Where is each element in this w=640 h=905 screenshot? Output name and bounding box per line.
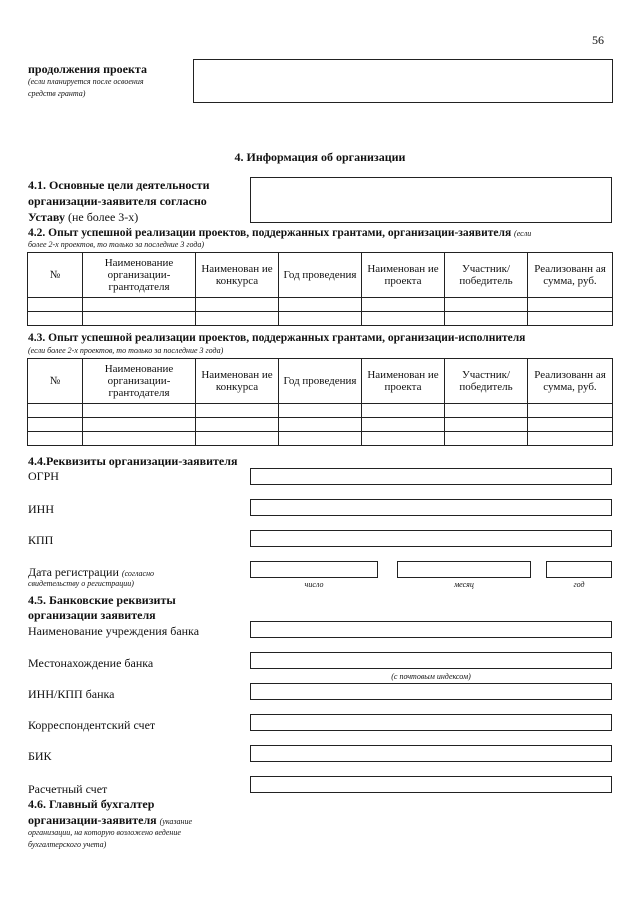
table-cell[interactable]	[196, 418, 279, 432]
s41-limit: (не более 3-х)	[64, 210, 139, 224]
col-header-number: №	[28, 253, 83, 298]
s43-title: 4.3. Опыт успешной реализации проектов, поддержанных грантами, организации-исполнителя	[28, 332, 526, 344]
table-cell[interactable]	[83, 432, 196, 446]
continuation-label: продолжения проекта	[28, 62, 147, 76]
s41-line3	[28, 210, 138, 224]
table-cell[interactable]	[28, 298, 83, 312]
reg-month-input[interactable]	[397, 561, 531, 578]
col-header-amount: Реализованн ая сумма, руб.	[528, 253, 613, 298]
table-cell[interactable]	[196, 404, 279, 418]
table-cell[interactable]	[528, 312, 613, 326]
col-header-grantor: Наименование организации-грантодателя	[83, 359, 196, 404]
executor-grants-table	[27, 358, 613, 446]
bank-inn-kpp-input[interactable]	[250, 683, 612, 700]
reg-year-input[interactable]	[546, 561, 612, 578]
table-cell[interactable]	[362, 312, 445, 326]
bank-location-label: Местонахождение банка	[28, 656, 154, 670]
table-cell[interactable]	[528, 432, 613, 446]
s42-hint-b: более 2-х проектов, то только за последние 3 года)	[28, 240, 205, 249]
table-row	[28, 312, 613, 326]
table-cell[interactable]	[445, 312, 528, 326]
reg-year-caption: год	[573, 580, 585, 589]
table-cell[interactable]	[196, 298, 279, 312]
col-header-contest: Наименован ие конкурса	[196, 359, 279, 404]
table-cell[interactable]	[279, 404, 362, 418]
s46-title-2: организации-заявителя	[28, 813, 157, 827]
settlement-account-input[interactable]	[250, 776, 612, 793]
s41-charter: Уставу	[28, 210, 65, 224]
ogrn-input[interactable]	[250, 468, 612, 485]
bank-inn-kpp-label: ИНН/КПП банка	[28, 687, 115, 701]
table-cell[interactable]	[83, 418, 196, 432]
table-cell[interactable]	[28, 404, 83, 418]
table-cell[interactable]	[279, 432, 362, 446]
bank-name-input[interactable]	[250, 621, 612, 638]
table-row	[28, 298, 613, 312]
s46-hint-a: (указание	[159, 817, 193, 826]
col-header-project: Наименован ие проекта	[362, 359, 445, 404]
s46-title-line	[28, 813, 192, 827]
table-cell[interactable]	[279, 418, 362, 432]
table-cell[interactable]	[83, 404, 196, 418]
s45-title-2: организации заявителя	[28, 608, 156, 622]
s42-title	[28, 226, 531, 240]
reg-day-input[interactable]	[250, 561, 378, 578]
page-number: 56	[592, 33, 604, 47]
bik-label: БИК	[28, 749, 52, 763]
col-header-contest: Наименован ие конкурса	[196, 253, 279, 298]
goals-input[interactable]	[250, 177, 612, 223]
table-cell[interactable]	[279, 312, 362, 326]
reg-month-caption: месяц	[454, 580, 474, 589]
s42-title-text: 4.2. Опыт успешной реализации проектов, поддержанных грантами, организации-заявителя	[28, 227, 512, 239]
table-cell[interactable]	[28, 432, 83, 446]
table-cell[interactable]	[362, 404, 445, 418]
s44-title: 4.4.Реквизиты организации-заявителя	[28, 454, 238, 468]
table-row	[28, 418, 613, 432]
reg-date-hint-2: свидетельству о регистрации)	[28, 579, 134, 588]
table-cell[interactable]	[196, 312, 279, 326]
col-header-number: №	[28, 359, 83, 404]
s46-title-1: 4.6. Главный бухгалтер	[28, 797, 155, 811]
kpp-input[interactable]	[250, 530, 612, 547]
table-cell[interactable]	[83, 298, 196, 312]
continuation-hint-2: средств гранта)	[28, 89, 86, 98]
table-cell[interactable]	[196, 432, 279, 446]
col-header-role: Участник/ победитель	[445, 253, 528, 298]
continuation-input[interactable]	[193, 59, 613, 103]
col-header-grantor: Наименование организации-грантодателя	[83, 253, 196, 298]
table-cell[interactable]	[445, 298, 528, 312]
corr-account-label: Корреспондентский счет	[28, 718, 156, 732]
table-cell[interactable]	[445, 404, 528, 418]
table-cell[interactable]	[362, 418, 445, 432]
table-cell[interactable]	[83, 312, 196, 326]
kpp-label: КПП	[28, 533, 54, 547]
table-row	[28, 404, 613, 418]
inn-input[interactable]	[250, 499, 612, 516]
inn-label: ИНН	[28, 502, 54, 516]
table-cell[interactable]	[28, 418, 83, 432]
s46-hint-c: бухгалтерского учета)	[28, 840, 107, 849]
table-row	[28, 432, 613, 446]
bank-location-input[interactable]	[250, 652, 612, 669]
settlement-account-label: Расчетный счет	[28, 782, 108, 796]
s42-hint-a: (если	[514, 229, 532, 238]
table-cell[interactable]	[362, 432, 445, 446]
reg-date-text: Дата регистрации	[28, 565, 119, 579]
reg-day-caption: число	[304, 580, 324, 589]
reg-date-hint-1: (согласно	[121, 569, 155, 578]
applicant-grants-table	[27, 252, 613, 326]
s45-title-1: 4.5. Банковские реквизиты	[28, 593, 176, 607]
s46-hint-b: организации, на которую возложено ведение	[28, 828, 181, 837]
col-header-role: Участник/ победитель	[445, 359, 528, 404]
table-cell[interactable]	[362, 298, 445, 312]
table-cell[interactable]	[528, 418, 613, 432]
continuation-hint-1: (если планируется после освоения	[28, 77, 144, 86]
section-title: 4. Информация об организации	[234, 150, 406, 164]
table-cell[interactable]	[528, 404, 613, 418]
bank-name-label: Наименование учреждения банка	[28, 624, 200, 638]
col-header-year: Год проведения	[279, 359, 362, 404]
col-header-project: Наименован ие проекта	[362, 253, 445, 298]
table-cell[interactable]	[528, 298, 613, 312]
bik-input[interactable]	[250, 745, 612, 762]
s41-line1: 4.1. Основные цели деятельности	[28, 178, 210, 192]
s43-hint: (если более 2-х проектов, то только за последние 3 года)	[28, 346, 224, 355]
col-header-amount: Реализованн ая сумма, руб.	[528, 359, 613, 404]
ogrn-label: ОГРН	[28, 469, 59, 483]
table-cell[interactable]	[445, 418, 528, 432]
corr-account-input[interactable]	[250, 714, 612, 731]
table-cell[interactable]	[445, 432, 528, 446]
col-header-year: Год проведения	[279, 253, 362, 298]
table-cell[interactable]	[28, 312, 83, 326]
table-cell[interactable]	[279, 298, 362, 312]
postal-hint: (с почтовым индексом)	[391, 672, 471, 681]
s41-line2: организации-заявителя согласно	[28, 194, 207, 208]
reg-date-label	[28, 565, 154, 579]
